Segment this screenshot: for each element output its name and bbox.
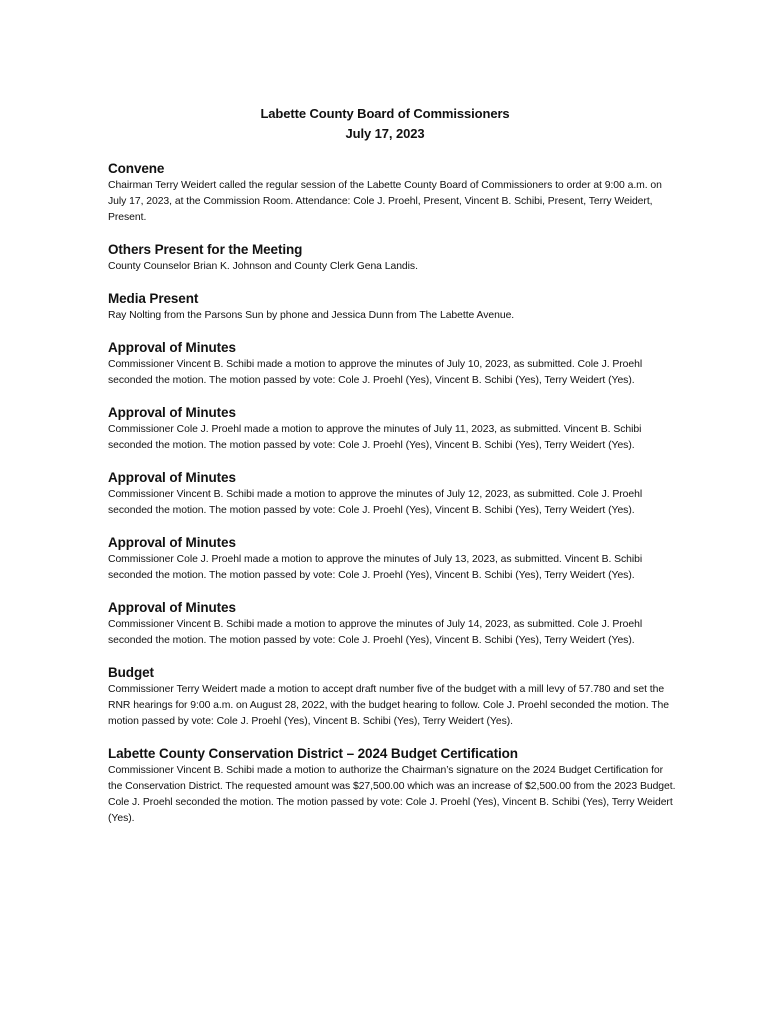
section-approval-minutes-4 [108,533,678,584]
document-date: July 17, 2023 [345,126,425,141]
title-block [0,104,770,144]
section-approval-minutes-3 [108,468,678,519]
section-media-present [108,289,678,324]
section-text: Chairman Terry Weidert called the regular session of the Labette County Board of Commissioners to order at 9:00 a.m. on July 17, 2023, at the Commission Room. Attendance: Cole J. Proehl, Present, Vincent B. Schibi, Present, Terry Weidert, Present. [108,180,662,223]
section-heading: Approval of Minutes [108,405,236,420]
section-heading: Approval of Minutes [108,470,236,485]
section-heading: Others Present for the Meeting [108,242,303,257]
section-text: Commissioner Vincent B. Schibi made a motion to approve the minutes of July 10, 2023, as submitted. Cole J. Proehl seconded the motion. The motion passed by vote: Cole J. Proehl (Yes), Vincent B. Schibi (Yes), Terry Weidert (Yes). [108,359,643,386]
section-convene [108,159,678,226]
section-heading: Approval of Minutes [108,600,236,615]
section-text: Commissioner Terry Weidert made a motion to accept draft number five of the budget with a mill levy of 57.780 and set the RNR hearings for 9:00 a.m. on August 28, 2022, with the budget hearing to follow. Cole J. Proehl seconded the motion. The motion passed by vote: Cole J. Proehl (Yes), Vincent B. Schibi (Yes), Terry Weidert (Yes). [108,684,669,727]
section-approval-minutes-2 [108,403,678,454]
section-text: Commissioner Cole J. Proehl made a motion to approve the minutes of July 13, 2023, as submitted. Vincent B. Schibi seconded the motion. The motion passed by vote: Cole J. Proehl (Yes), Vincent B. Schibi (Yes), Terry Weidert (Yes). [108,554,643,581]
section-heading: Media Present [108,291,199,306]
section-text: Commissioner Vincent B. Schibi made a motion to approve the minutes of July 12, 2023, as submitted. Cole J. Proehl seconded the motion. The motion passed by vote: Cole J. Proehl (Yes), Vincent B. Schibi (Yes), Terry Weidert (Yes). [108,489,643,516]
section-text: Commissioner Cole J. Proehl made a motion to approve the minutes of July 11, 2023, as submitted. Vincent B. Schibi seconded the motion. The motion passed by vote: Cole J. Proehl (Yes), Vincent B. Schibi (Yes), Terry Weidert (Yes). [108,424,642,451]
section-heading: Budget [108,665,154,680]
section-others-present [108,240,678,275]
section-heading: Approval of Minutes [108,340,236,355]
section-heading: Labette County Conservation District – 2024 Budget Certification [108,746,518,761]
section-text: County Counselor Brian K. Johnson and County Clerk Gena Landis. [108,261,418,272]
section-heading: Convene [108,161,165,176]
document-body [108,159,678,841]
section-text: Commissioner Vincent B. Schibi made a motion to authorize the Chairman’s signature on the 2024 Budget Certification for the Conservation District. The requested amount was $27,500.00 which was an increase of $2,500.00 from the 2023 Budget. Cole J. Proehl seconded the motion. The motion passed by vote: Cole J. Proehl (Yes), Vincent B. Schibi (Yes), Terry Weidert (Yes). [108,765,676,824]
section-approval-minutes-5 [108,598,678,649]
document-title: Labette County Board of Commissioners [260,106,510,121]
section-text: Ray Nolting from the Parsons Sun by phone and Jessica Dunn from The Labette Avenue. [108,310,515,321]
section-budget [108,663,678,730]
section-heading: Approval of Minutes [108,535,236,550]
section-conservation-district [108,744,678,827]
section-text: Commissioner Vincent B. Schibi made a motion to approve the minutes of July 14, 2023, as submitted. Cole J. Proehl seconded the motion. The motion passed by vote: Cole J. Proehl (Yes), Vincent B. Schibi (Yes), Terry Weidert (Yes). [108,619,643,646]
section-approval-minutes-1 [108,338,678,389]
